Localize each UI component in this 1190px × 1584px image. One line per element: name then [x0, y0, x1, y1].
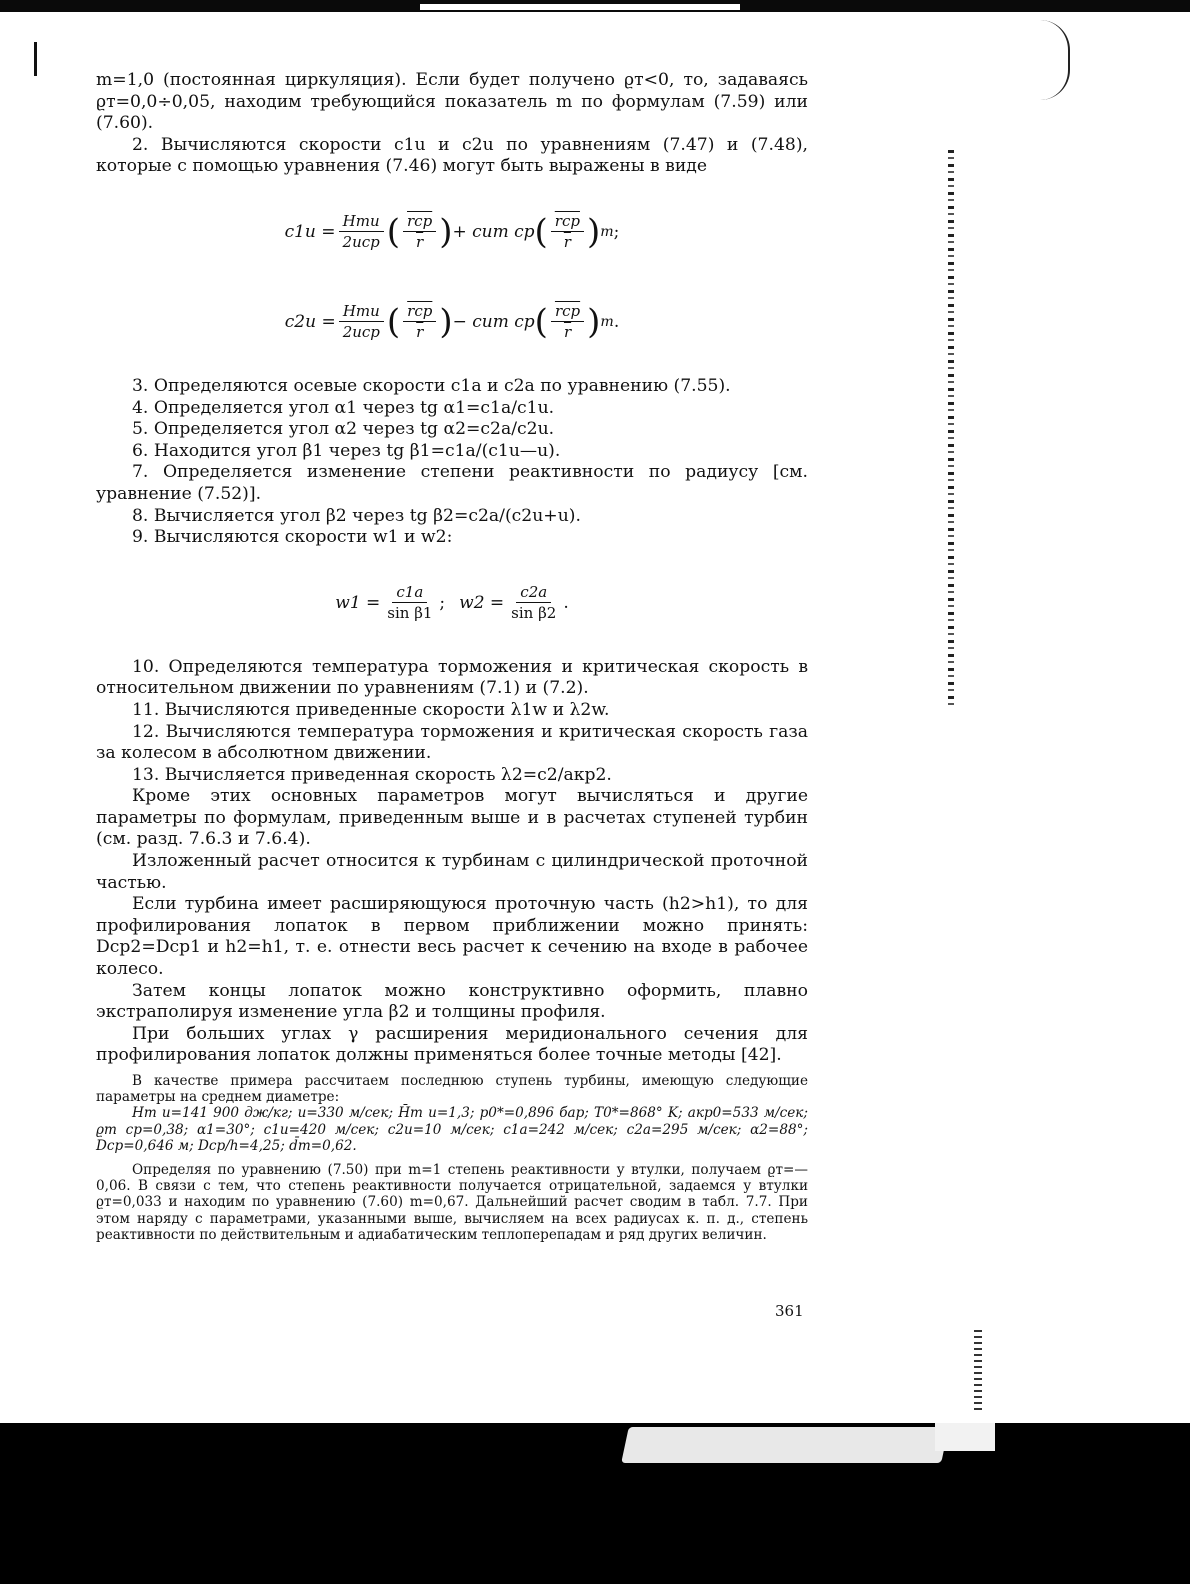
paragraph-blade-ends: Затем концы лопаток можно конструктивно оформить, плавно экстраполируя изменение угла β2 и толщины профиля. [96, 980, 808, 1023]
fraction [383, 583, 436, 622]
fraction-denominator: 2uср [342, 323, 380, 342]
formula-lhs: w1 = [335, 592, 381, 613]
fraction [551, 212, 584, 251]
formula-end: ; [613, 221, 620, 242]
example-parameters: Hт u=141 900 дж/кг; u=330 м/сек; H̄т u=1,3; p0*=0,896 бар; T0*=868° K; aкр0=533 м/сек; ϱт ср=0,38; α1=30°; c1u=420 м/сек; c2u=10 м/сек; c1a=242 м/сек; c2a=295 м/сек; α2=88°; Dср=0,646 м; Dср/h=4,25; d̄т=0,62. [96, 1105, 808, 1154]
scan-left-mark [34, 42, 37, 76]
fraction-denominator: r [416, 323, 424, 342]
formula-w [96, 567, 808, 639]
fraction-numerator: Hтu [339, 212, 384, 232]
list-item-4: 4. Определяется угол α1 через tg α1=c1a/c1u. [132, 397, 555, 418]
paragraph-expanding: Если турбина имеет расширяющуюся проточную часть (h2>h1), то для профилирования лопаток в первом приближении можно принять: Dср2=Dср1 и h2=h1, т. е. отнести весь расчет к сечению на входе в рабочее колесо. [96, 894, 808, 980]
formula-c1u [96, 196, 808, 268]
list-item-6: 6. Находится угол β1 через tg β1=c1a/(c1u—u). [132, 440, 561, 461]
scan-bottom-band [0, 1423, 1190, 1584]
fraction-denominator: sin β1 [387, 604, 433, 623]
scan-bottom-paper [621, 1427, 949, 1463]
fraction-denominator: r [563, 233, 571, 252]
example-intro: В качестве примера рассчитаем последнюю ступень турбины, имеющую следующие параметры на среднем диаметре: [96, 1073, 808, 1106]
paren-close: ) [586, 211, 601, 252]
page-body [96, 70, 808, 1243]
formula-c2u [96, 286, 808, 358]
fraction-numerator: rср [403, 302, 436, 322]
exponent: m [600, 313, 614, 330]
fraction-numerator: rср [551, 212, 584, 232]
formula-end: . [613, 311, 620, 332]
list-item-7: 7. Определяется изменение степени реактивности по радиусу [см. уравнение (7.52)]. [96, 462, 808, 504]
paren-open: ( [534, 301, 548, 342]
fraction [403, 212, 436, 251]
paragraph-cylindrical: Изложенный расчет относится к турбинам с цилиндрической проточной частью. [96, 851, 808, 893]
paren-close: ) [587, 301, 601, 342]
fraction-denominator: sin β2 [511, 604, 557, 623]
paragraph-other-params: Кроме этих основных параметров могут вычисляться и другие параметры по формулам, приведенным выше и в расчетах ступеней турбин (см. разд. 7.6.3 и 7.6.4). [96, 786, 808, 850]
list-item-9: 9. Вычисляются скорости w1 и w2: [132, 527, 453, 548]
fraction-numerator: c1a [392, 583, 427, 603]
scan-curve-mark [1040, 20, 1070, 100]
fraction [339, 302, 384, 341]
list-item-11: 11. Вычисляются приведенные скорости λ1w и λ2w. [132, 699, 610, 720]
paren-open: ( [386, 301, 401, 342]
formula-lhs: c1u = [284, 221, 336, 242]
formula-lhs: w2 = [459, 592, 505, 613]
list-item-10: 10. Определяются температура торможения и критическая скорость в относительном движении по уравнениям (7.1) и (7.2). [96, 656, 808, 699]
paren-close: ) [439, 301, 453, 342]
formula-separator: ; [439, 592, 446, 613]
paragraph-item-2: 2. Вычисляются скорости c1u и c2u по уравнениям (7.47) и (7.48), которые с помощью уравнения (7.46) могут быть выражены в виде [96, 134, 808, 177]
list-item-5: 5. Определяется угол α2 через tg α2=c2a/c2u. [132, 419, 555, 440]
exponent: m [600, 223, 614, 240]
fraction-denominator: 2uср [342, 233, 380, 252]
formula-term: − cum ср [452, 311, 535, 332]
scan-bottom-paper-corner [935, 1423, 995, 1451]
paren-open: ( [534, 211, 548, 252]
scan-top-gap [420, 4, 740, 10]
list-item-12: 12. Вычисляются температура торможения и критическая скорость газа за колесом в абсолютном движении. [96, 721, 808, 764]
fraction-numerator: rср [403, 212, 436, 232]
paragraph-circulation: m=1,0 (постоянная циркуляция). Если будет получено ϱт<0, то, задаваясь ϱт=0,0÷0,05, находим требующийся показатель m по формулам (7.59) или (7.60). [96, 70, 808, 134]
fraction [507, 583, 560, 622]
fraction-denominator: r [416, 233, 424, 252]
paren-open: ( [386, 211, 401, 252]
paragraph-large-angles: При больших углах γ расширения меридионального сечения для профилирования лопаток должны применяться более точные методы [42]. [96, 1023, 808, 1066]
scan-right-noise-lower [974, 1330, 982, 1410]
page-number: 361 [775, 1302, 804, 1320]
paren-close: ) [439, 211, 453, 252]
scan-right-noise [948, 150, 954, 710]
fraction-numerator: rср [551, 302, 584, 322]
fraction [551, 302, 584, 341]
fraction [403, 302, 436, 341]
formula-lhs: c2u = [284, 311, 336, 332]
list-item-13: 13. Вычисляется приведенная скорость λ2=c2/aкр2. [132, 764, 612, 785]
fraction-denominator: r [563, 323, 572, 342]
example-calculation: Определяя по уравнению (7.50) при m=1 степень реактивности у втулки, получаем ϱт=—0,06. В связи с тем, что степень реактивности получается отрицательной, задаемся у втулки ϱт=0,033 и находим по уравнению (7.60) m=0,67. Дальнейший расчет сводим в табл. 7.7. При этом наряду с параметрами, указанными выше, вычисляем на всех радиусах к. п. д., степень реактивности по действительным и адиабатическим теплоперепадам и ряд других величин. [96, 1162, 808, 1243]
formula-end: . [563, 592, 569, 613]
list-item-3: 3. Определяются осевые скорости c1a и c2a по уравнению (7.55). [132, 375, 731, 396]
fraction-numerator: Hтu [339, 302, 384, 322]
formula-term: + cum ср [452, 221, 535, 242]
list-item-8: 8. Вычисляется угол β2 через tg β2=c2a/(c2u+u). [132, 505, 581, 526]
fraction [339, 212, 384, 251]
fraction-numerator: c2a [516, 583, 551, 603]
